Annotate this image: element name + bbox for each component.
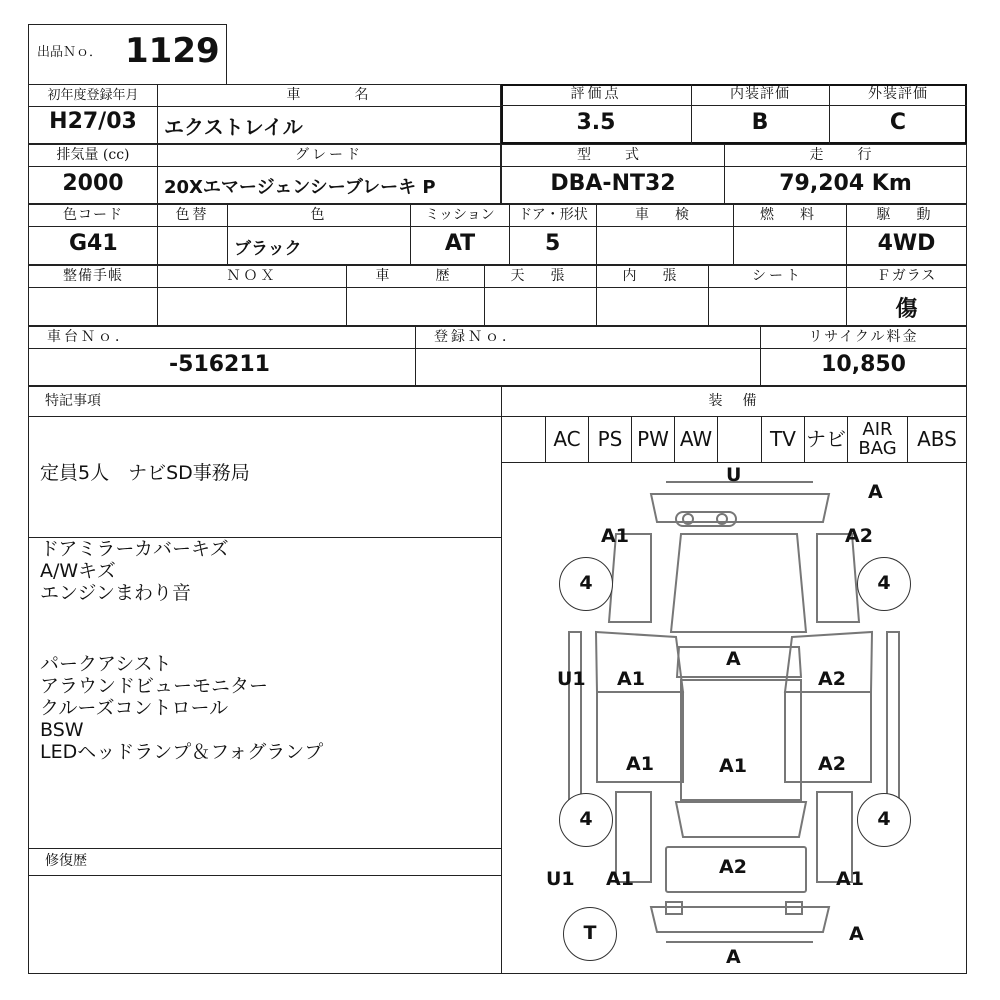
grade-header: グレード (158, 145, 500, 167)
equipment-header-cell (501, 386, 967, 417)
equipment-blank-1 (502, 417, 546, 463)
mileage-header: 走 行 (725, 145, 966, 167)
mission-header: ミッション (411, 205, 509, 227)
chassis-header: 車台Ｎｏ． (29, 327, 415, 349)
note-item: A/Wキズ (40, 560, 116, 582)
code-fr-door: A2 (818, 668, 846, 690)
chassis-number: -516211 (169, 352, 270, 377)
equipment-aw: AW (675, 417, 718, 463)
note-item: エンジンまわり音 (40, 582, 192, 604)
door-cell (509, 204, 597, 265)
equipment-pw: PW (632, 417, 675, 463)
mileage: 79,204 Km (779, 171, 912, 196)
fuel-header: 燃 料 (734, 205, 846, 227)
note-item: LEDヘッドランプ＆フォグランプ (40, 741, 324, 763)
color-cell (227, 204, 411, 265)
equipment-tv: TV (762, 417, 805, 463)
nox-header: ＮＯＸ (158, 266, 346, 288)
drive-header: 駆 動 (847, 205, 966, 227)
score-cell (501, 84, 692, 144)
sunroof-header: 天 張 (485, 266, 596, 288)
displacement-header: 排気量 (cc) (29, 145, 157, 167)
notes-line-1: 定員5人 ナビSD事務局 (40, 462, 250, 484)
inspection-cell (596, 204, 734, 265)
history-cell (346, 265, 485, 326)
glass-cell (846, 265, 967, 326)
exterior-header: 外装評価 (829, 84, 967, 106)
recycle-fee: 10,850 (821, 352, 906, 377)
car-diagram (501, 462, 967, 974)
fuel-cell (733, 204, 847, 265)
exterior-cell (829, 84, 967, 144)
spare-tire: T (563, 907, 617, 961)
displacement-cell (28, 144, 158, 204)
grade-cell (157, 144, 501, 204)
glass-header: Ｆガラス (847, 266, 966, 288)
code-fl-door: A1 (617, 668, 645, 690)
color-header: 色 (228, 205, 410, 227)
equipment-abs: ABS (917, 427, 957, 451)
drive-cell (846, 204, 967, 265)
code-left-pillar: U1 (557, 668, 586, 690)
code-rear-right: A (849, 923, 864, 945)
note-item: アラウンドビューモニター (40, 675, 269, 697)
car-name-header: 車 名 (158, 85, 500, 107)
notes-block-3 (40, 653, 323, 763)
note-item: ドアミラーカバーキズ (40, 538, 229, 560)
color-code-header: 色コード (29, 205, 157, 227)
mission-cell (410, 204, 510, 265)
recycle-cell (760, 326, 967, 386)
door-count: 5 (545, 231, 561, 256)
equipment-heading: 装 備 (708, 393, 760, 409)
recycle-header: リサイクル料金 (761, 327, 966, 349)
code-trunk: A2 (719, 856, 747, 878)
equipment-row (501, 416, 967, 463)
mission: AT (444, 231, 476, 256)
tire-rear-left: 4 (559, 793, 613, 847)
code-fl-fender: A1 (601, 525, 629, 547)
first-registration: H27/03 (49, 109, 137, 134)
note-item: クルーズコントロール (40, 697, 229, 719)
nox-cell (157, 265, 347, 326)
door-header: ドア・形状 (510, 205, 596, 227)
reg-cell (415, 326, 761, 386)
sunroof-cell (484, 265, 597, 326)
notes-heading: 特記事項 (45, 393, 101, 409)
code-roof: A1 (719, 755, 747, 777)
color: ブラック (234, 239, 302, 259)
equipment-ac: AC (546, 417, 589, 463)
manual-header: 整備手帳 (29, 266, 157, 288)
code-rl-door: A1 (626, 753, 654, 775)
reg-header: 登録Ｎｏ． (416, 327, 760, 349)
tire-front-left: 4 (559, 557, 613, 611)
equipment-navi: ナビ (805, 417, 848, 463)
interior-cell (691, 84, 830, 144)
notes-header-cell (28, 386, 502, 417)
recolor-cell (157, 204, 228, 265)
recolor-header: 色替 (158, 205, 227, 227)
score-header: 評価点 (501, 84, 691, 106)
tire-rear-right: 4 (857, 793, 911, 847)
drive: 4WD (877, 231, 936, 256)
code-rr-quarter: A1 (836, 868, 864, 890)
grade: 20Xエマージェンシーブレーキ P (164, 177, 436, 198)
model-code: DBA-NT32 (550, 171, 676, 196)
manual-cell (28, 265, 158, 326)
equipment-airbag: AIR BAG (848, 417, 908, 463)
seat-cell (708, 265, 847, 326)
lot-number-box (28, 24, 227, 85)
repair-area (28, 875, 502, 974)
year-header: 初年度登録年月 (29, 85, 157, 107)
code-front-right: A (868, 481, 883, 503)
car-name: エクストレイル (164, 115, 303, 139)
chassis-cell (28, 326, 416, 386)
repair-heading: 修復歴 (45, 853, 87, 869)
notes-block-2 (40, 538, 229, 604)
exterior-grade: C (889, 110, 907, 135)
lot-number-label: 出品Ｎｏ． (37, 45, 103, 60)
history-header: 車 歴 (347, 266, 484, 288)
note-item: BSW (40, 719, 84, 741)
lot-number: 1129 (125, 31, 220, 71)
model-header: 型 式 (502, 145, 724, 167)
color-code: G41 (69, 231, 118, 256)
equipment-ps: PS (589, 417, 632, 463)
equipment-blank-2 (718, 417, 762, 463)
tire-front-right: 4 (857, 557, 911, 611)
displacement: 2000 (62, 171, 124, 196)
code-rl-quarter: U1 (546, 868, 575, 890)
interior-grade: B (751, 110, 769, 135)
code-fr-fender: A2 (845, 525, 873, 547)
color-code-cell (28, 204, 158, 265)
score: 3.5 (576, 110, 616, 135)
code-rr-door: A2 (818, 753, 846, 775)
interior-header: 内装評価 (691, 84, 829, 106)
front-glass: 傷 (895, 296, 918, 322)
note-item: パークアシスト (40, 653, 172, 675)
code-rl-rear: A1 (606, 868, 634, 890)
code-front-top: U (726, 464, 742, 486)
car-name-cell (157, 84, 501, 144)
inner-cell (596, 265, 709, 326)
year-cell (28, 84, 158, 144)
code-hood: A (726, 648, 741, 670)
inspection-header: 車 検 (597, 205, 733, 227)
model-cell (501, 144, 725, 204)
mileage-cell (724, 144, 967, 204)
code-rear-bottom: A (726, 946, 741, 968)
inner-header: 内 張 (597, 266, 708, 288)
repair-header-cell (28, 848, 502, 876)
seat-header: シート (709, 266, 846, 288)
